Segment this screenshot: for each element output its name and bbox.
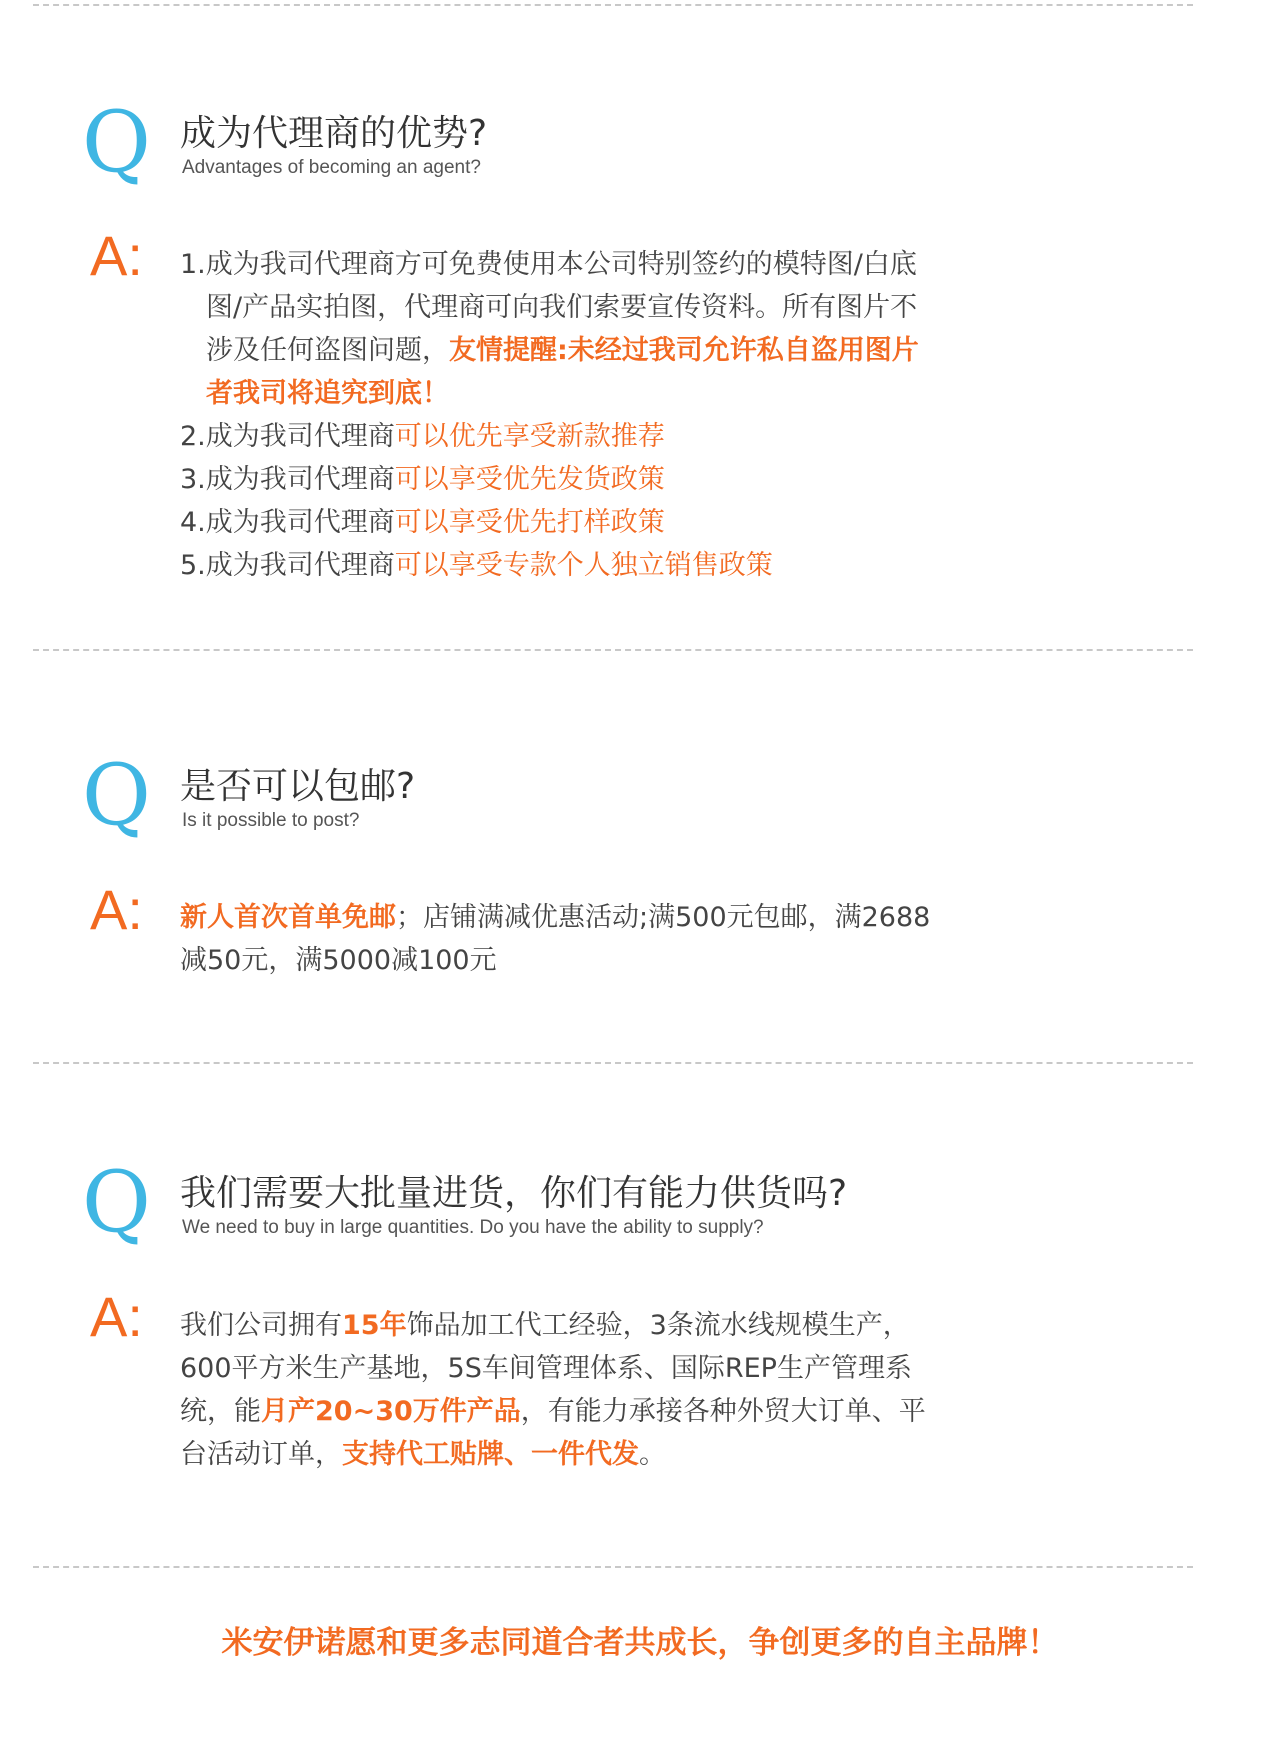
divider bbox=[33, 1062, 1193, 1064]
answer-plain: 5.成为我司代理商 bbox=[180, 550, 395, 581]
answer-line bbox=[180, 329, 1060, 372]
answer-line bbox=[180, 544, 1060, 587]
divider-top bbox=[33, 4, 1193, 6]
answer-plain: 4.成为我司代理商 bbox=[180, 507, 395, 538]
question-subtitle: Advantages of becoming an agent? bbox=[182, 157, 481, 178]
question-subtitle: Is it possible to post? bbox=[182, 810, 360, 831]
answer-line bbox=[180, 458, 1060, 501]
answer-text bbox=[180, 243, 1060, 587]
divider bbox=[33, 1566, 1193, 1568]
answer-highlight: 可以享受专款个人独立销售政策 bbox=[394, 550, 773, 581]
answer-highlight: 者我司将追究到底！ bbox=[206, 378, 449, 409]
answer-plain: ，有能力承接各种外贸大订单、平 bbox=[520, 1396, 926, 1427]
answer-line: 减50元，满5000减100元 bbox=[180, 945, 497, 976]
answer-plain: 3.成为我司代理商 bbox=[180, 464, 395, 495]
answer-plain: 台活动订单， bbox=[180, 1439, 342, 1470]
answer-plain: 2.成为我司代理商 bbox=[180, 421, 395, 452]
q-marker: Q bbox=[82, 746, 151, 844]
answer-line bbox=[180, 1390, 1060, 1433]
answer-line bbox=[180, 1433, 1060, 1476]
answer-line bbox=[180, 415, 1060, 458]
answer-text bbox=[180, 896, 1060, 982]
answer-highlight: 月产20~30万件产品 bbox=[261, 1396, 521, 1427]
answer-plain: 饰品加工代工经验，3条流水线规模生产， bbox=[406, 1310, 910, 1341]
answer-plain: ；店铺满减优惠活动;满500元包邮，满2688 bbox=[396, 902, 931, 933]
answer-line bbox=[180, 501, 1060, 544]
answer-plain: 。 bbox=[639, 1439, 666, 1470]
a-marker: A: bbox=[90, 1285, 143, 1348]
q-marker: Q bbox=[82, 1153, 151, 1251]
question-subtitle: We need to buy in large quantities. Do you have the ability to supply? bbox=[182, 1217, 764, 1238]
footer-slogan: 米安伊诺愿和更多志同道合者共成长，争创更多的自主品牌！ bbox=[221, 1625, 1059, 1661]
answer-plain: 涉及任何盗图问题， bbox=[206, 335, 449, 366]
answer-highlight: 支持代工贴牌、一件代发 bbox=[342, 1439, 639, 1470]
answer-line bbox=[180, 896, 1060, 939]
answer-plain: 统，能 bbox=[180, 1396, 261, 1427]
answer-highlight: 15年 bbox=[342, 1310, 407, 1341]
answer-text bbox=[180, 1304, 1060, 1476]
answer-line bbox=[180, 1304, 1060, 1347]
answer-plain: 我们公司拥有 bbox=[180, 1310, 342, 1341]
divider bbox=[33, 649, 1193, 651]
answer-highlight: 新人首次首单免邮 bbox=[180, 902, 396, 933]
answer-line: 600平方米生产基地，5S车间管理体系、国际REP生产管理系 bbox=[180, 1353, 912, 1384]
answer-line: 图/产品实拍图，代理商可向我们索要宣传资料。所有图片不 bbox=[206, 292, 918, 323]
question-title: 我们需要大批量进货，你们有能力供货吗? bbox=[180, 1173, 848, 1214]
answer-highlight: 可以优先享受新款推荐 bbox=[394, 421, 665, 452]
a-marker: A: bbox=[90, 224, 143, 287]
answer-highlight: 可以享受优先打样政策 bbox=[394, 507, 665, 538]
q-marker: Q bbox=[82, 93, 151, 191]
question-title: 成为代理商的优势? bbox=[180, 113, 488, 154]
question-title: 是否可以包邮? bbox=[180, 766, 416, 807]
a-marker: A: bbox=[90, 878, 143, 941]
answer-line: 1.成为我司代理商方可免费使用本公司特别签约的模特图/白底 bbox=[180, 249, 917, 280]
answer-highlight: 友情提醒:未经过我司允许私自盗用图片 bbox=[449, 335, 919, 366]
answer-highlight: 可以享受优先发货政策 bbox=[394, 464, 665, 495]
